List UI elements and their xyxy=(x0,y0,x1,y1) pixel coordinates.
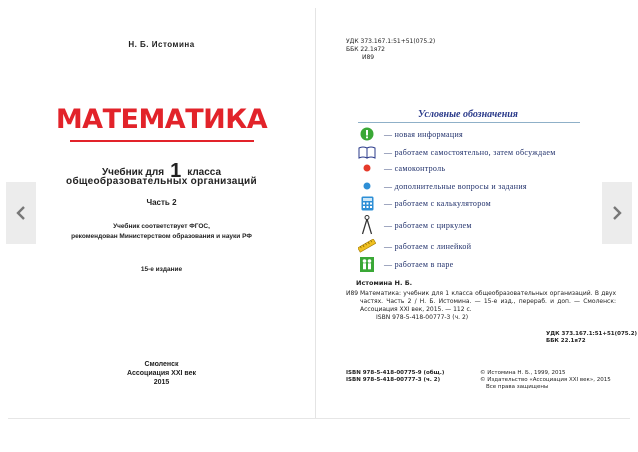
catalog-card xyxy=(346,279,638,344)
catalog-description: Математика: учебник для 1 класса общеобразовательных организаций. В двух частях. Часть 2 / Н. Б. Истомина. — 15-е изд., перераб. и доп. — Смоленск: Ассоциация XXI век, 2015. — 112 с. xyxy=(360,290,616,313)
next-slide-button[interactable] xyxy=(602,182,632,244)
publisher-name: Ассоциация XXI век xyxy=(127,370,196,377)
legend-label: — работаем с калькулятором xyxy=(384,198,492,208)
compass-icon xyxy=(358,215,376,235)
copyright-block xyxy=(480,370,611,391)
subtitle-pre: Учебник для xyxy=(101,167,165,178)
legend-label: — работаем с линейкой xyxy=(384,241,472,251)
legend-label: — новая информация xyxy=(384,129,464,139)
calculator-icon xyxy=(358,195,376,211)
book-author: Н. Б. Истомина xyxy=(128,40,195,49)
copyright-line: Все права защищены xyxy=(486,384,549,390)
classification-codes xyxy=(346,38,435,62)
pair-icon xyxy=(358,256,376,272)
right-page xyxy=(318,8,638,418)
legend-label: — работаем самостоятельно, затем обсуждаем xyxy=(384,147,556,157)
legend-label: — самоконтроль xyxy=(384,163,446,173)
edition: 15-е издание xyxy=(140,266,183,273)
isbn-line: ISBN 978-5-418-00775-9 (общ.) xyxy=(346,370,445,376)
catalog-udk: УДК 373.167.1:51+51(075.2) xyxy=(546,331,638,337)
legend-item xyxy=(358,238,471,254)
legend-item xyxy=(358,215,472,235)
conformity-line-2: рекомендован Министерством образования и науки РФ xyxy=(71,233,252,240)
copyright-line: © Издательство «Ассоциация XXI век», 2015 xyxy=(480,377,611,383)
legend-title: Условные обозначения xyxy=(418,109,518,120)
legend-label: — дополнительные вопросы и задания xyxy=(384,181,527,191)
previous-slide-button[interactable] xyxy=(6,182,36,244)
subtitle-post: класса xyxy=(187,167,222,178)
left-page xyxy=(8,8,316,418)
chevron-left-icon xyxy=(16,205,26,221)
publication-year: 2015 xyxy=(153,379,170,386)
author-mark: И89 xyxy=(362,54,375,61)
catalog-author: Истомина Н. Б. xyxy=(356,279,413,287)
book-title: МАТЕМАТИКА xyxy=(55,104,268,135)
blue-dot-icon xyxy=(358,178,376,194)
catalog-bbk: ББК 22.1я72 xyxy=(546,338,586,344)
viewer-bottom-border xyxy=(8,418,630,419)
legend-divider xyxy=(358,122,580,123)
title-underline xyxy=(70,140,254,142)
catalog-isbn: ISBN 978-5-418-00777-3 (ч. 2) xyxy=(376,314,469,321)
catalog-classification xyxy=(546,331,637,345)
legend-item xyxy=(358,161,445,175)
red-dot-icon xyxy=(358,160,376,176)
legend-item xyxy=(358,127,463,141)
catalog-ref: И89 xyxy=(346,290,359,297)
legend-label: — работаем с циркулем xyxy=(384,220,472,230)
book-subtitle-line2: общеобразовательных организаций xyxy=(66,176,257,187)
udk-code: УДК 373.167.1:51+51(075.2) xyxy=(346,38,436,45)
conformity-line-1: Учебник соответствует ФГОС, xyxy=(113,223,210,230)
grade-number: 1 xyxy=(170,160,182,182)
book-part: Часть 2 xyxy=(146,198,177,207)
ruler-icon xyxy=(358,238,376,254)
isbn-line: ISBN 978-5-418-00777-3 (ч. 2) xyxy=(346,377,441,383)
chevron-right-icon xyxy=(612,205,622,221)
legend-label: — работаем в паре xyxy=(384,259,454,269)
legend-item xyxy=(358,256,454,272)
legend-item xyxy=(358,179,527,193)
isbn-block xyxy=(346,370,444,384)
legend-item xyxy=(358,196,491,210)
copyright-line: © Истомина Н. Б., 1999, 2015 xyxy=(480,370,566,376)
book-icon xyxy=(358,144,376,160)
publisher-city: Смоленск xyxy=(144,361,179,368)
legend-item xyxy=(358,145,556,159)
bbk-code: ББК 22.1я72 xyxy=(346,46,386,53)
exclamation-icon xyxy=(358,126,376,142)
